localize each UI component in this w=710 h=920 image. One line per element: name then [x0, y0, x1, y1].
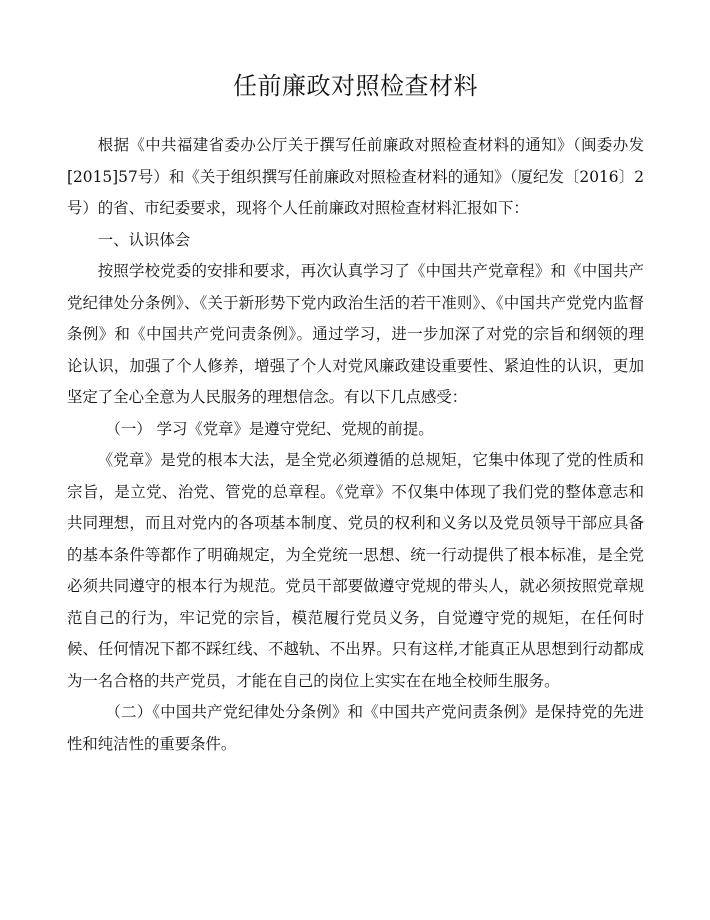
- party-constitution-paragraph: 《党章》是党的根本大法，是全党必须遵循的总规矩，它集中体现了党的性质和宗旨，是立党、治党、管党的总章程。《党章》不仅集中体现了我们党的整体意志和共同理想，而且对党内的各项基本制度、党员的权利和义务以及党员领导干部应具备的基本条件等都作了明确规定，为全党统一思想、统一行动提供了根本标准，是全党必须共同遵守的根本行为规范。党员干部要做遵守党规的带头人，就必须按照党章规范自己的行为，牢记党的宗旨，模范履行党员义务，自觉遵守党的规矩，在任何时候、任何情况下都不踩红线、不越轨、不出界。只有这样,才能真正从思想到行动都成为一名合格的共产党员，才能在自己的岗位上实实在在地全校师生服务。: [67, 451, 644, 690]
- subheading-1: （一） 学习《党章》是遵守党纪、党规的前提。: [105, 419, 434, 438]
- intro-paragraph: 根据《中共福建省委办公厅关于撰写任前廉政对照检查材料的通知》（闽委办发[2015]57号）和《关于组织撰写任前廉政对照检查材料的通知》（厦纪发〔2016〕2号）的省、市纪委要求，现将个人任前廉政对照检查材料汇报如下：: [67, 136, 644, 217]
- study-paragraph: 按照学校党委的安排和要求，再次认真学习了《中国共产党章程》和《中国共产党纪律处分条例》、《关于新形势下党内政治生活的若干准则》、《中国共产党党内监督条例》和《中国共产党问责条例》。通过学习，进一步加深了对党的宗旨和纲领的理论认识，加强了个人修养，增强了个人对党风廉政建设重要性、紧迫性的认识，更加坚定了全心全意为人民服务的理想信念。有以下几点感受：: [67, 262, 644, 406]
- subheading-2: （二）《中国共产党纪律处分条例》和《中国共产党问责条例》是保持党的先进性和纯洁性的重要条件。: [67, 703, 644, 753]
- document-title: 任前廉政对照检查材料: [233, 72, 478, 100]
- section-heading-1: 一、认识体会: [97, 230, 191, 249]
